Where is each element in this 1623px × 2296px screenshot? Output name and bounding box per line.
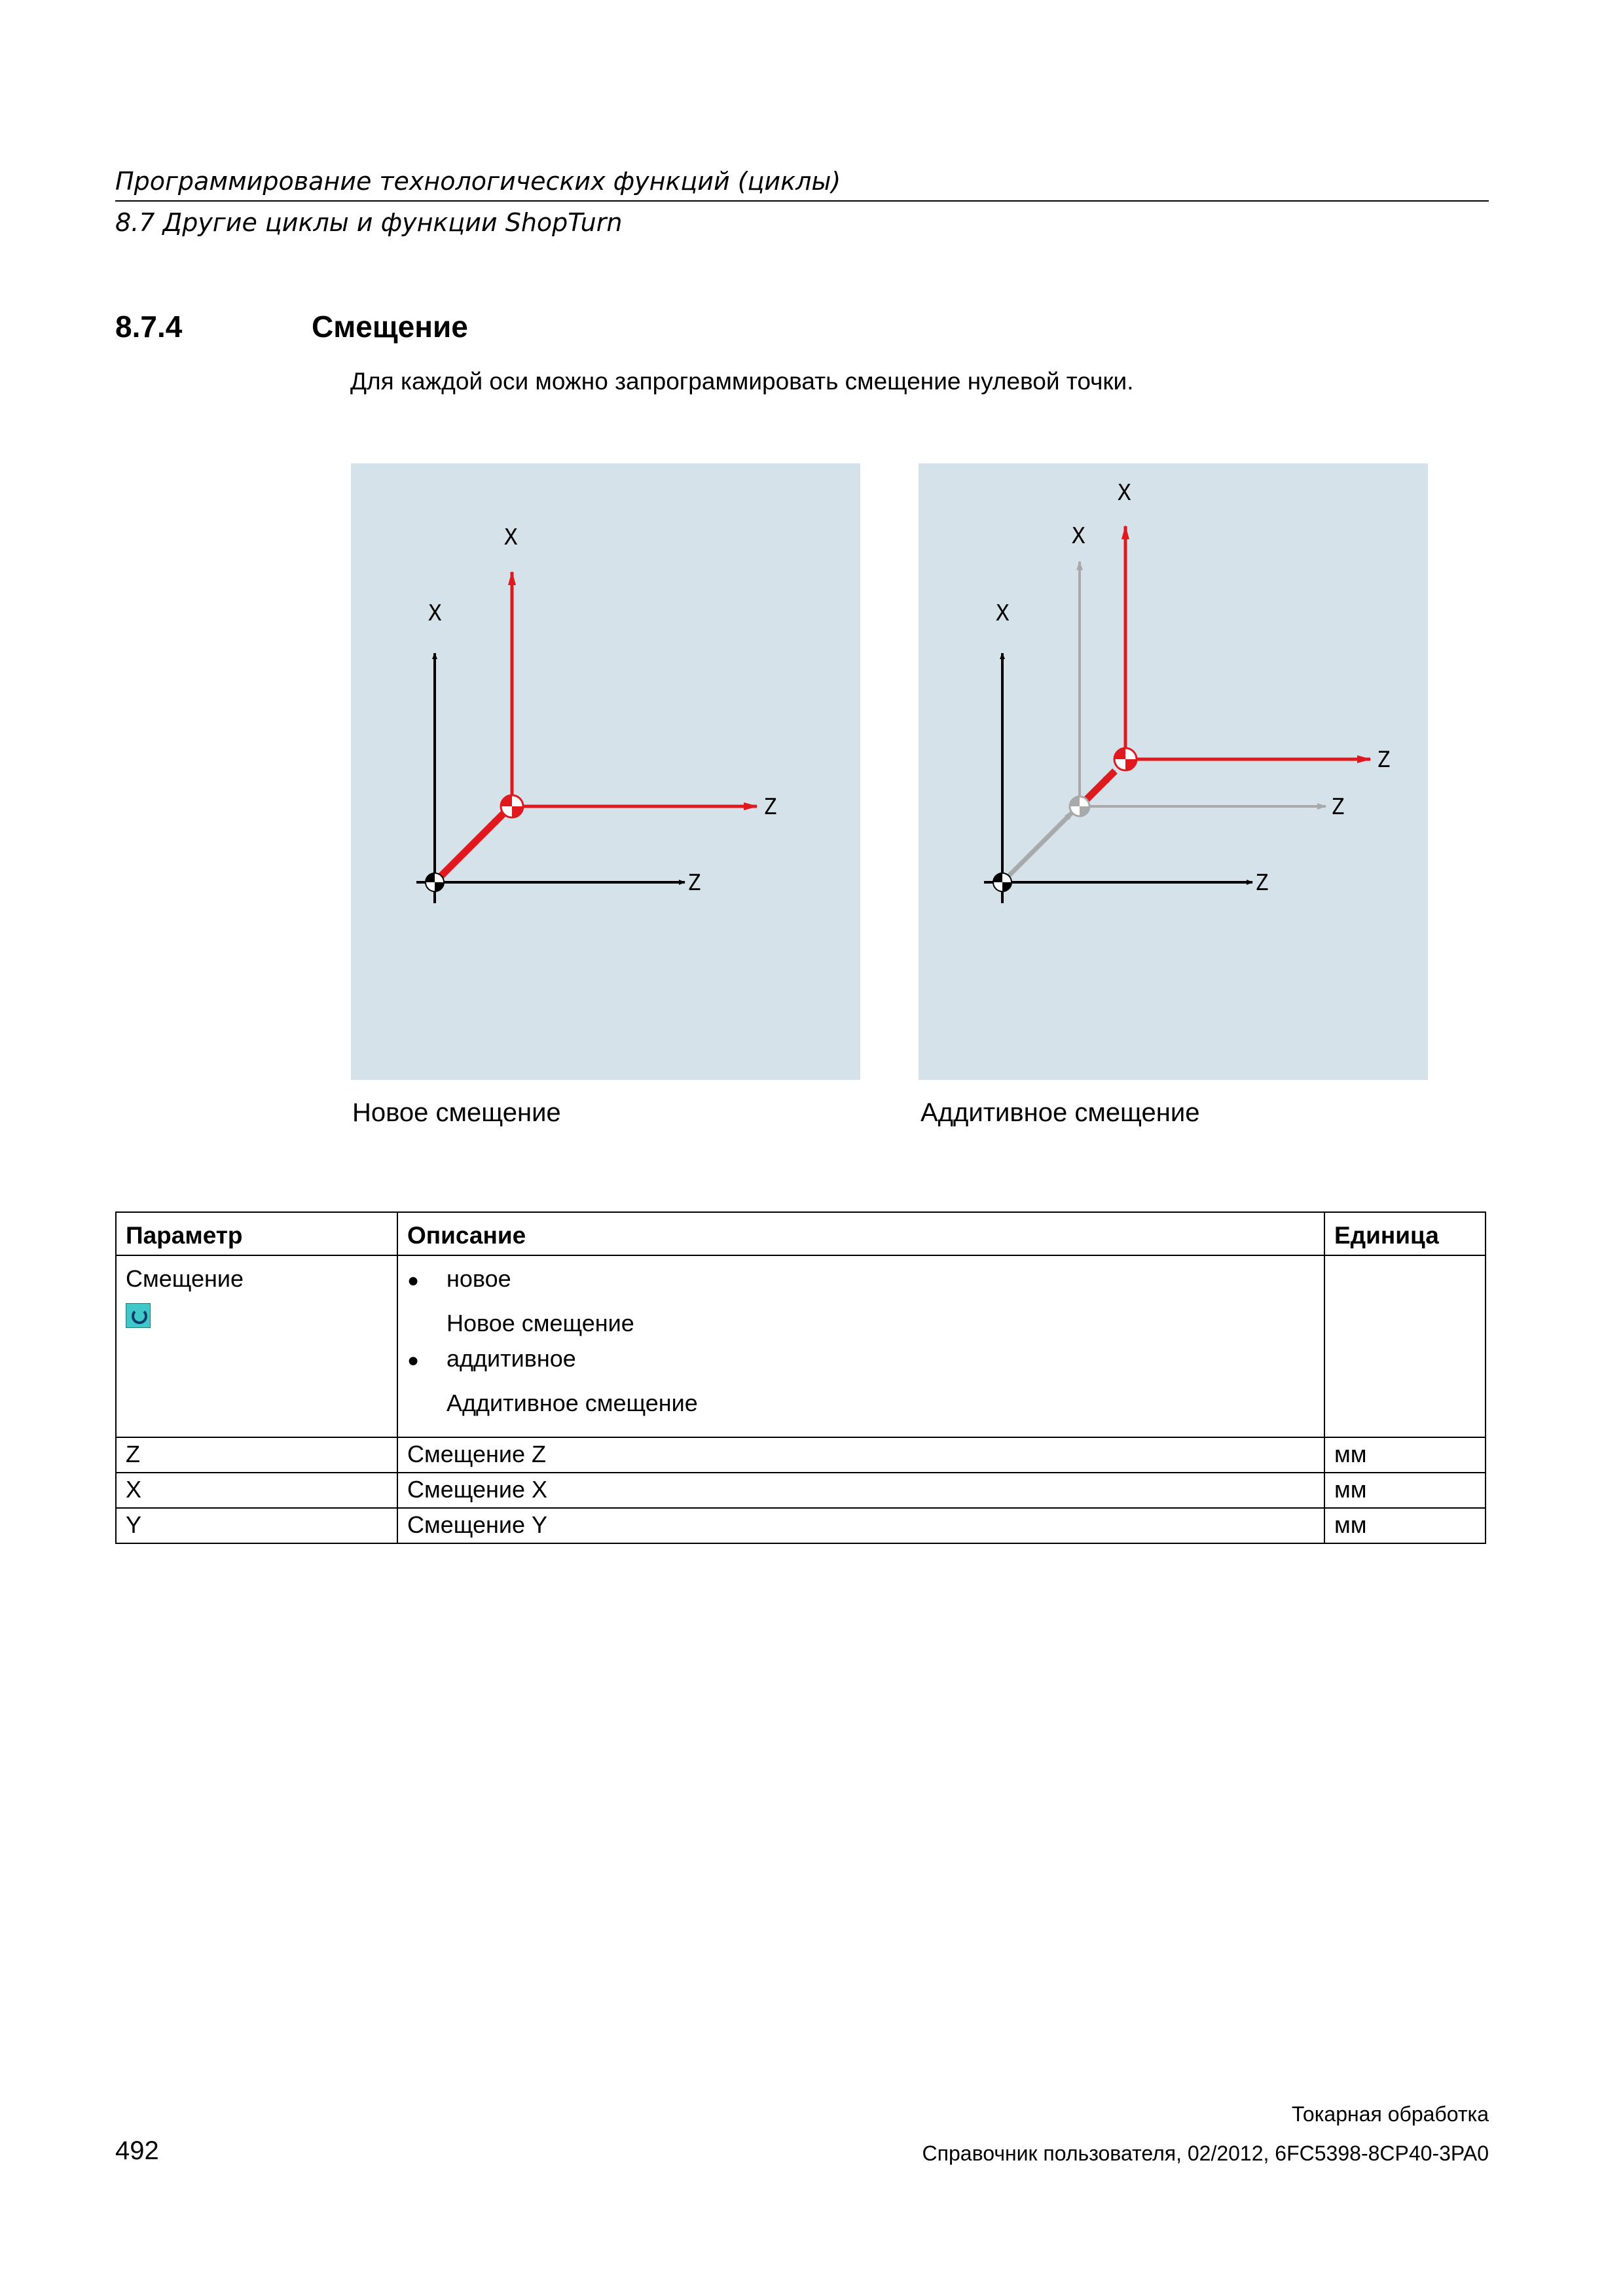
- base-z-label: Z: [687, 870, 701, 896]
- figure-additive-offset: [919, 463, 1428, 1080]
- header-param: Параметр: [116, 1212, 397, 1255]
- table-row: [116, 1473, 1486, 1508]
- page-number: 492: [115, 2136, 159, 2165]
- unit-cell: [1324, 1255, 1486, 1437]
- desc-cell: Смещение Z: [397, 1437, 1324, 1473]
- new-x-label: X: [504, 524, 518, 550]
- running-header-section: 8.7 Другие циклы и функции ShopTurn: [115, 208, 623, 237]
- table-header-row: [116, 1212, 1486, 1255]
- section-title: Смещение: [312, 310, 468, 344]
- new-offset-diagram: [351, 463, 860, 1080]
- bullet-icon: ●: [407, 1350, 420, 1371]
- desc-cell: [397, 1255, 1324, 1437]
- base-x-label: X: [996, 600, 1010, 626]
- base-x-label: X: [428, 600, 442, 626]
- desc-cell: Смещение X: [397, 1473, 1324, 1508]
- option-name: новое: [447, 1265, 511, 1292]
- intro-paragraph: Для каждой оси можно запрограммировать смещение нулевой точки.: [350, 368, 1134, 395]
- shift-vector: [436, 813, 504, 881]
- list-item: [407, 1345, 1315, 1372]
- option-description: Новое смещение: [447, 1310, 634, 1336]
- header-rule: [115, 200, 1489, 202]
- param-cell: [116, 1255, 397, 1437]
- param-cell: Z: [116, 1437, 397, 1473]
- param-name: Смещение: [126, 1265, 244, 1292]
- new-z-label: Z: [1377, 747, 1391, 773]
- base-origin-marker: [993, 873, 1012, 891]
- unit-cell: мм: [1324, 1508, 1486, 1543]
- previous-x-label: X: [1072, 523, 1085, 549]
- caption-additive-offset: Аддитивное смещение: [921, 1098, 1200, 1127]
- previous-shift-vector: [1004, 812, 1073, 881]
- param-cell: X: [116, 1473, 397, 1508]
- additive-offset-diagram: [919, 463, 1428, 1080]
- new-origin-marker: [501, 795, 523, 817]
- header-desc: Описание: [397, 1212, 1324, 1255]
- desc-cell: Смещение Y: [397, 1508, 1324, 1543]
- parameter-table: [115, 1211, 1486, 1544]
- table-row: [116, 1437, 1486, 1473]
- footer-product: Токарная обработка: [1291, 2102, 1489, 2126]
- previous-origin-marker: [1070, 797, 1089, 816]
- table-row: [116, 1255, 1486, 1437]
- table-row: [116, 1508, 1486, 1543]
- toggle-icon: [126, 1303, 151, 1328]
- footer-manual: Справочник пользователя, 02/2012, 6FC5398-8CP40-3PA0: [922, 2142, 1489, 2165]
- option-description: Аддитивное смещение: [447, 1390, 698, 1416]
- figure-new-offset: [351, 463, 860, 1080]
- unit-cell: мм: [1324, 1473, 1486, 1508]
- section-number: 8.7.4: [115, 310, 183, 344]
- unit-cell: мм: [1324, 1437, 1486, 1473]
- bullet-icon: ●: [407, 1270, 420, 1291]
- base-z-label: Z: [1255, 870, 1269, 896]
- list-item: [407, 1265, 1315, 1293]
- base-origin-marker: [426, 873, 444, 891]
- previous-z-label: Z: [1331, 794, 1345, 820]
- option-name: аддитивное: [447, 1345, 576, 1372]
- header-unit: Единица: [1324, 1212, 1486, 1255]
- new-x-label: X: [1118, 480, 1131, 506]
- running-header-chapter: Программирование технологических функций (циклы): [115, 167, 841, 196]
- param-cell: Y: [116, 1508, 397, 1543]
- caption-new-offset: Новое смещение: [352, 1098, 561, 1127]
- new-z-label: Z: [763, 794, 777, 820]
- new-origin-marker: [1114, 748, 1137, 770]
